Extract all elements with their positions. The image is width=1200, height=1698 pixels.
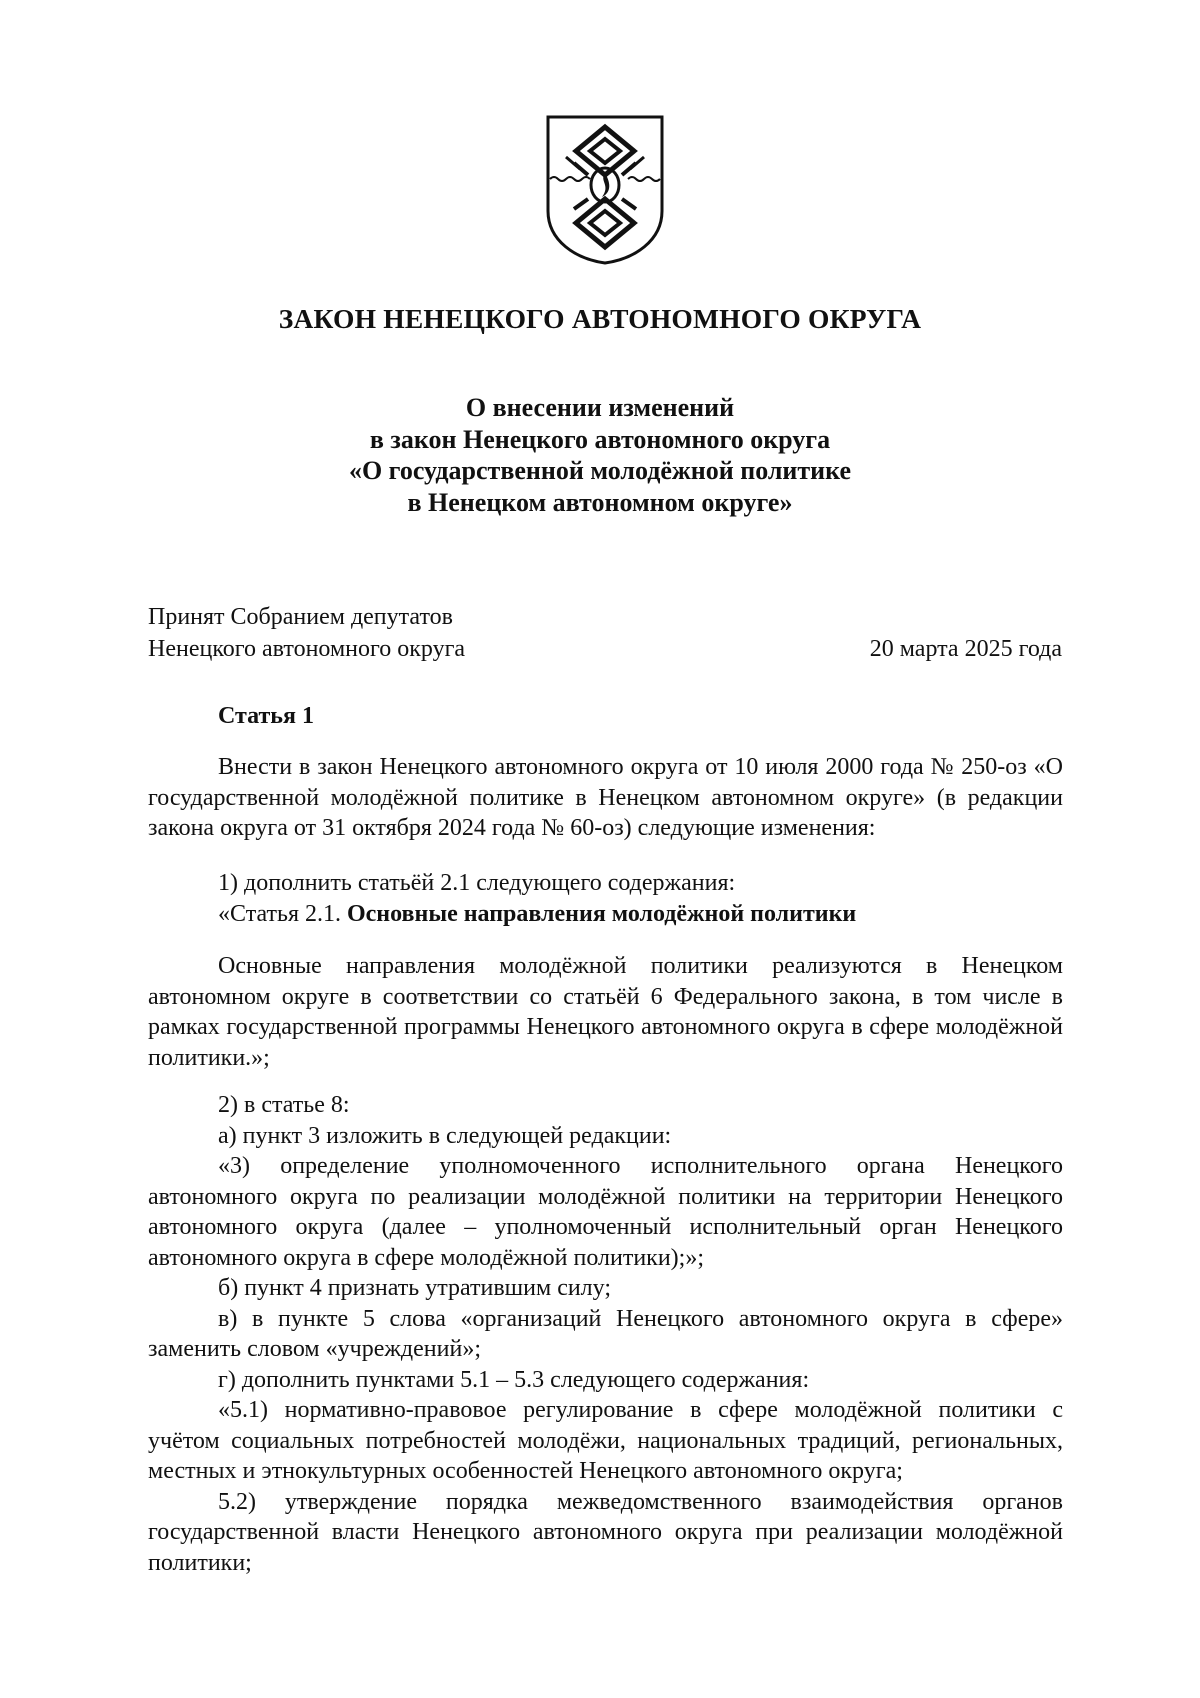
subtitle-line: в закон Ненецкого автономного округа xyxy=(369,424,831,454)
subtitle-line: «О государственной молодёжной политике xyxy=(348,456,852,485)
item-1-quote-bold: Основные направления молодёжной политики xyxy=(346,900,857,927)
article-body-part-4 xyxy=(148,1090,1063,1578)
subtitle-line: в Ненецком автономном округе» xyxy=(407,487,793,517)
item-2-a-text: «3) определение уполномоченного исполнительного органа Ненецкого автономного округа по реализации молодёжной политики на территории Ненецкого автономного округа (далее – уполномоченный исполнительный орган Ненецкого автономного округа в сфере молодёжной политики);»; xyxy=(148,1153,1063,1271)
adoption-line-1: Принят Собранием депутатов xyxy=(148,604,453,630)
document-subtitle xyxy=(0,392,1200,518)
document-title: ЗАКОН НЕНЕЦКОГО АВТОНОМНОГО ОКРУГА xyxy=(278,303,922,334)
item-2-b: б) пункт 4 признать утратившим силу; xyxy=(218,1275,612,1301)
item-2-a: а) пункт 3 изложить в следующей редакции: xyxy=(218,1122,672,1149)
article-intro: Внести в закон Ненецкого автономного округа от 10 июля 2000 года № 250-оз «О государственной молодёжной политике в Ненецком автономном округе» (в редакции закона округа от 31 октября 2024 года № 60-оз) следующие изменения: xyxy=(148,754,1063,841)
subtitle-line: О внесении изменений xyxy=(465,393,735,422)
item-1-quote-prefix: «Статья 2.1. xyxy=(218,900,347,927)
article-body-part-3 xyxy=(148,951,1063,1073)
item-2-g-5-1: «5.1) нормативно-правовое регулирование в сфере молодёжной политики с учётом социальных потребностей молодёжи, национальных традиций, региональных, местных и этнокультурных особенностей Ненецкого автономного округа; xyxy=(148,1397,1063,1484)
item-2-g: г) дополнить пунктами 5.1 – 5.3 следующего содержания: xyxy=(218,1366,810,1393)
item-2-v: в) в пункте 5 слова «организаций Ненецкого автономного округа в сфере» заменить словом «учреждений»; xyxy=(148,1305,1063,1362)
article-body-part-1 xyxy=(148,752,1063,844)
item-1-text: Основные направления молодёжной политики реализуются в Ненецком автономном округе в соответствии со статьёй 6 Федерального закона, в том числе в рамках государственной программы Ненецкого автономного округа в сфере молодёжной политики.»; xyxy=(148,953,1063,1071)
item-2-g-5-2: 5.2) утверждение порядка межведомственного взаимодействия органов государственной власти Ненецкого автономного округа при реализации молодёжной политики; xyxy=(148,1488,1063,1576)
item-2-line: 2) в статье 8: xyxy=(218,1092,350,1118)
item-1-line: 1) дополнить статьёй 2.1 следующего содержания: xyxy=(218,870,736,896)
adoption-date: 20 марта 2025 года xyxy=(869,636,1062,662)
item-1-quote-heading xyxy=(148,899,1063,930)
article-heading: Статья 1 xyxy=(218,703,314,729)
adoption-line-2: Ненецкого автономного округа xyxy=(148,636,466,662)
article-body-part-2 xyxy=(148,868,1063,929)
adoption-block xyxy=(148,601,465,665)
coat-of-arms-emblem xyxy=(544,113,666,266)
